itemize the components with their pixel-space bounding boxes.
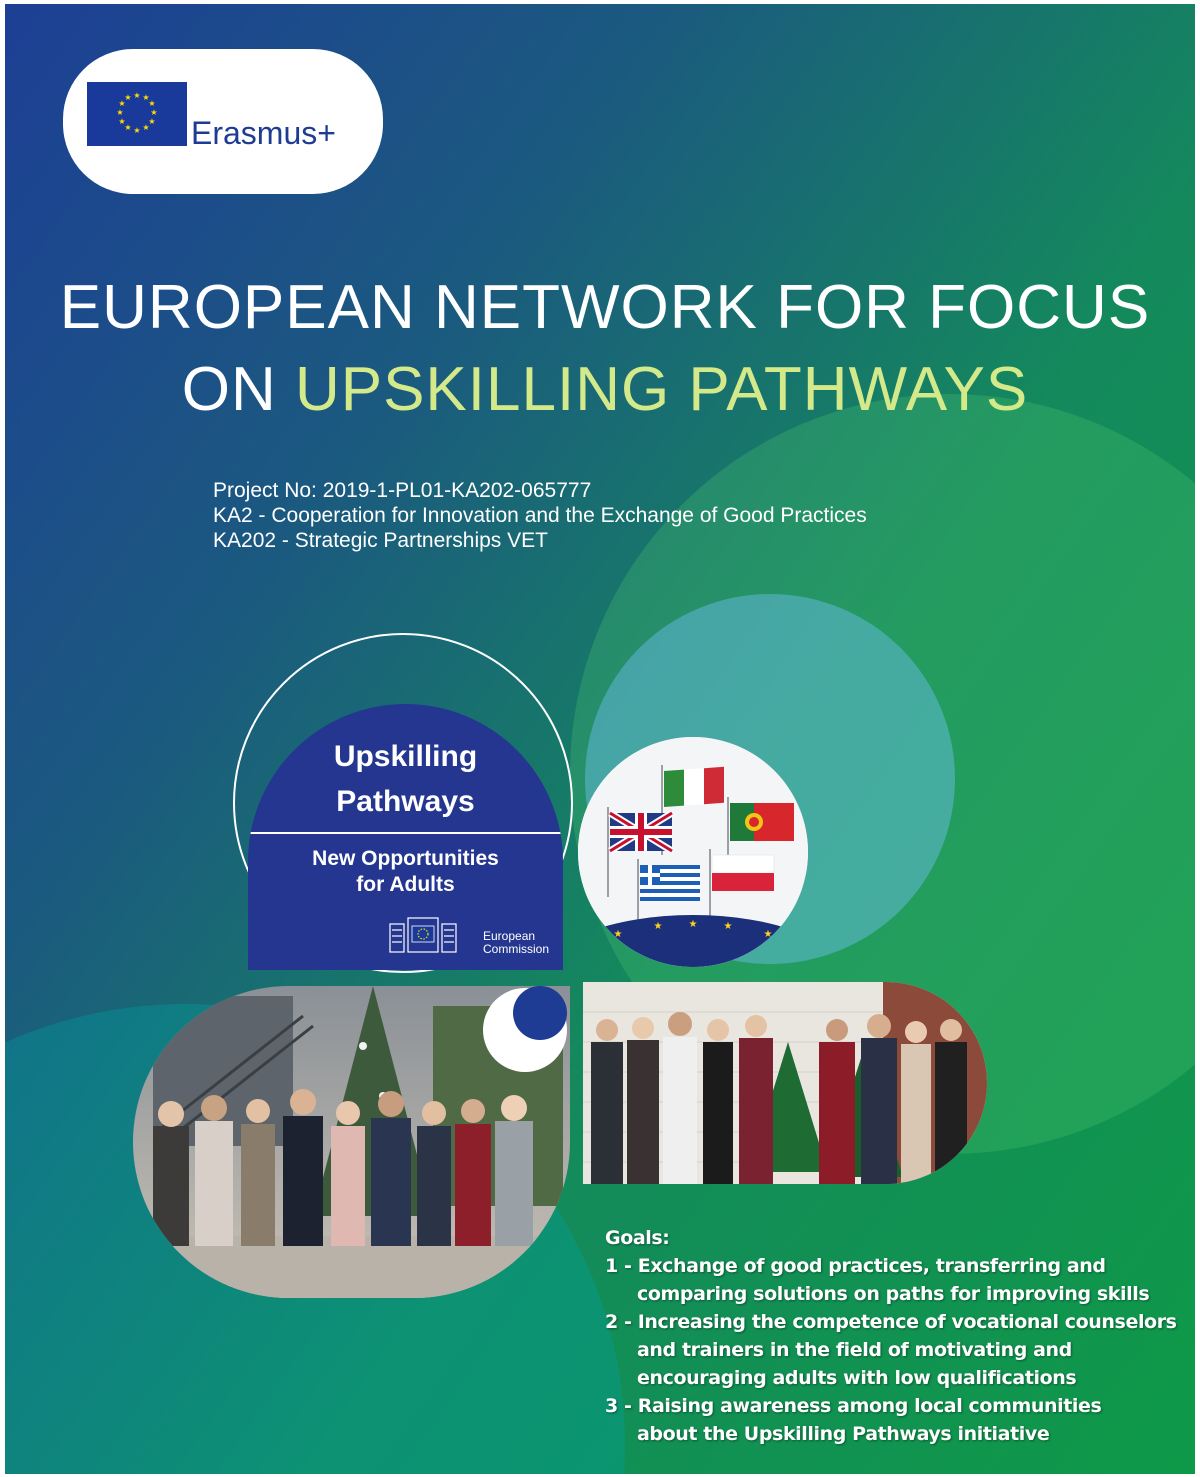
badge-title [248,734,563,824]
badge-title-line1: Upskilling [333,740,478,773]
title-prefix: ON [181,355,295,424]
svg-text:★: ★ [688,919,698,930]
european-commission-text [483,930,549,956]
project-type: KA202 - Strategic Partnerships VET [213,529,548,552]
svg-text:★: ★ [133,91,141,100]
upskilling-badge [248,704,563,970]
svg-text:★: ★ [723,921,733,932]
goal-item: 1 - Exchange of good practices, transferring and [605,1255,1106,1277]
svg-text:★: ★ [142,123,150,132]
flyer-page [5,4,1195,1474]
svg-text:★: ★ [142,93,150,102]
goal-item-continued: and trainers in the field of motivating and [637,1339,1072,1361]
svg-text:★: ★ [133,126,141,135]
badge-title-line2: Pathways [336,785,475,818]
badge-divider [248,832,563,834]
main-title-line2 [5,354,1195,425]
svg-text:★: ★ [116,108,124,117]
svg-text:★: ★ [785,947,795,958]
ec-line1: European [483,929,536,943]
european-commission-logo-icon [388,914,458,956]
brand-text: Erasmus+ [191,115,336,151]
badge-subtitle-line2: for Adults [356,873,455,896]
erasmus-logo [63,49,383,194]
svg-text:★: ★ [118,117,126,126]
svg-text:★: ★ [653,921,663,932]
goals-section [605,1224,1185,1448]
svg-text:★: ★ [148,99,156,108]
ec-line2: Commission [483,942,550,956]
title-highlight: UPSKILLING PATHWAYS [294,355,1029,424]
goal-item: 3 - Raising awareness among local communities [605,1395,1102,1417]
project-action: KA2 - Cooperation for Innovation and the Exchange of Good Practices [213,504,867,527]
partner-flags-icon [578,737,808,967]
main-title-line1: EUROPEAN NETWORK FOR FOCUS [59,273,1151,342]
goal-item-continued: encouraging adults with low qualifications [637,1367,1077,1389]
svg-text:★: ★ [124,93,132,102]
goal-item-continued: comparing solutions on paths for improving skills [637,1283,1150,1305]
project-number: Project No: 2019-1-PL01-KA202-065777 [213,479,592,502]
svg-text:★: ★ [613,929,623,940]
goal-item: 2 - Increasing the competence of vocational counselors [605,1311,1177,1333]
badge-subtitle-line1: New Opportunities [312,847,499,870]
svg-text:★: ★ [763,929,773,940]
eu-flag-icon [87,82,187,146]
group-photo-icon [583,982,987,1184]
svg-text:★: ★ [148,117,156,126]
svg-text:★: ★ [118,99,126,108]
svg-text:★: ★ [124,123,132,132]
decorative-circle [513,986,567,1040]
svg-text:★: ★ [593,947,603,958]
project-info [213,478,867,553]
goal-item-continued: about the Upskilling Pathways initiative [637,1423,1050,1445]
badge-subtitle [248,846,563,898]
svg-text:★: ★ [150,108,158,117]
goals-heading: Goals: [605,1227,670,1249]
